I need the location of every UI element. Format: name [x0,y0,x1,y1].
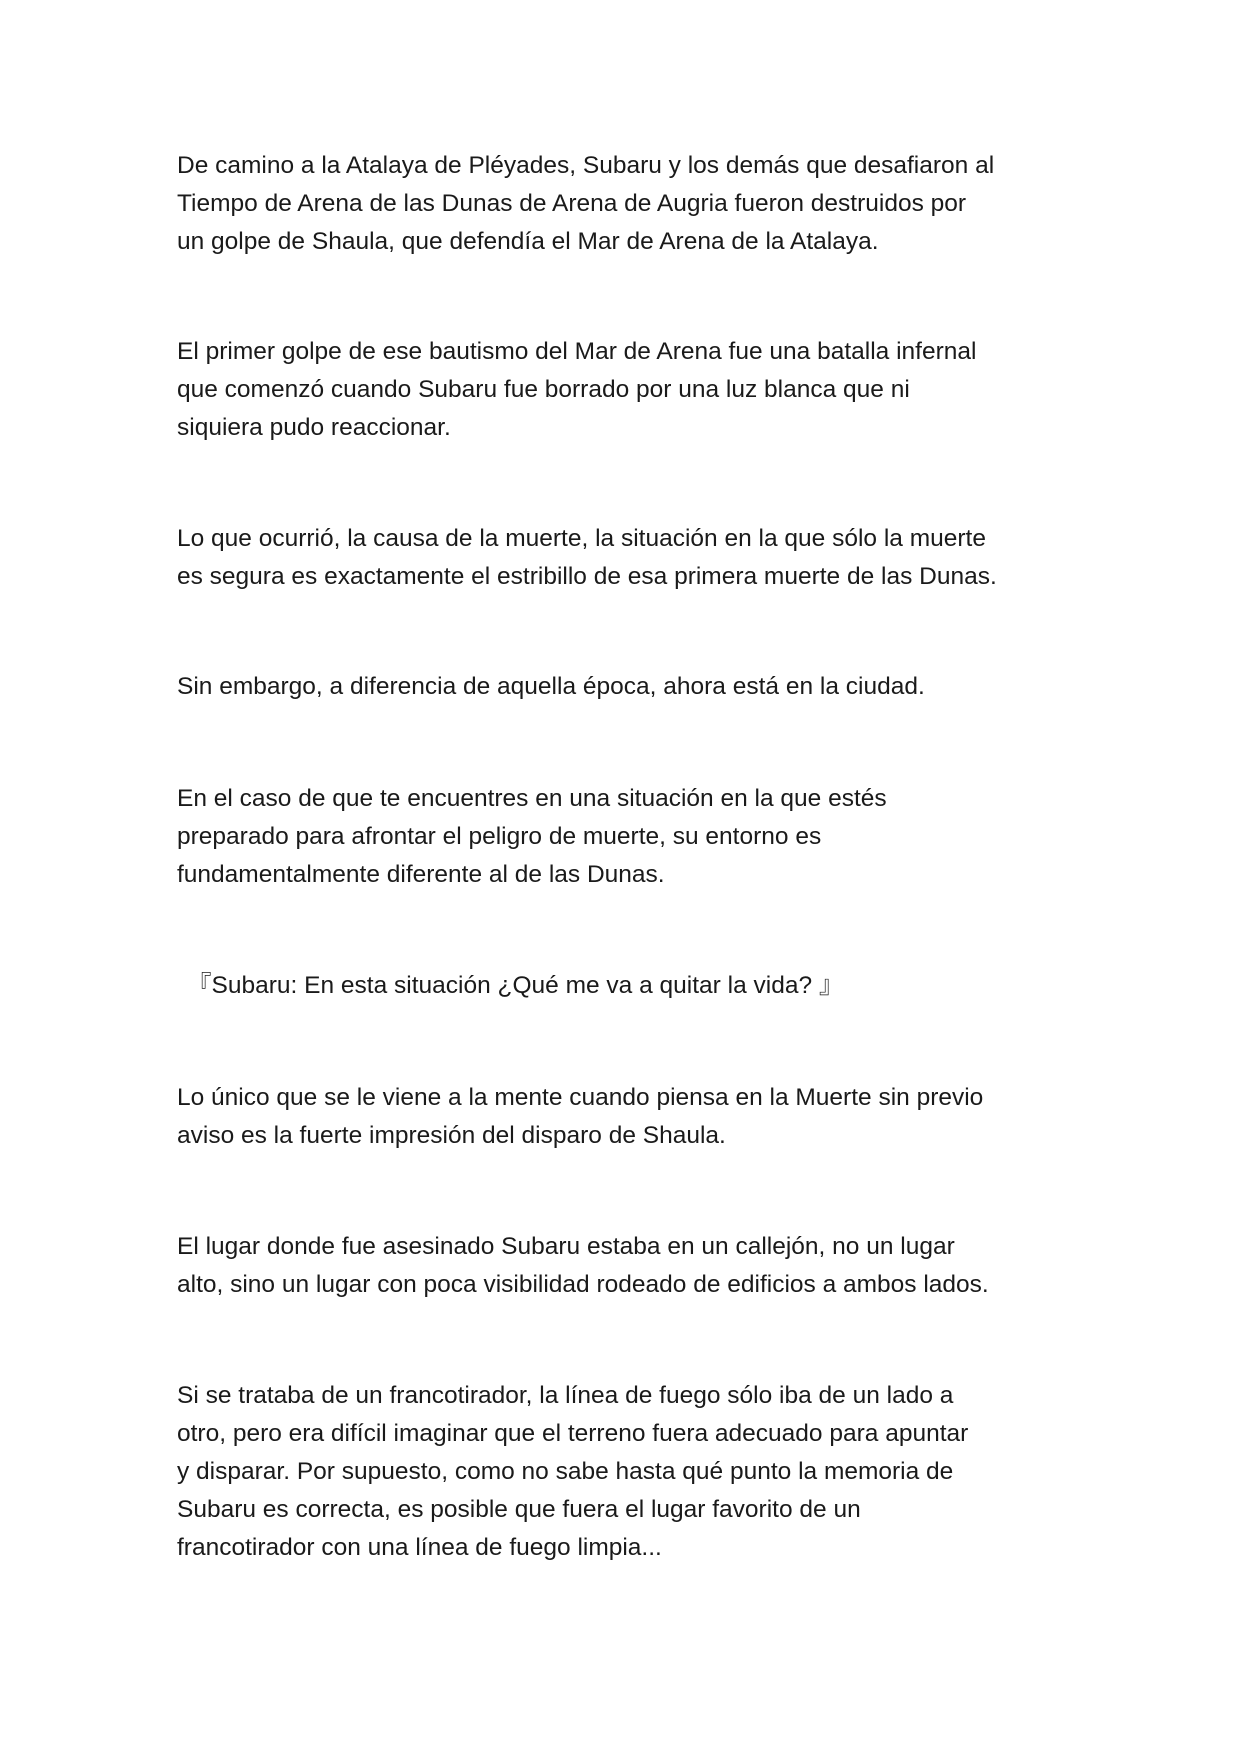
paragraph-1: De camino a la Atalaya de Pléyades, Subaru y los demás que desafiaron al Tiempo de Arena de las Dunas de Arena de Augria fueron destruidos por un golpe de Shaula, que defendía el Mar de Arena de la Atalaya. [177,152,995,255]
paragraph-4: Sin embargo, a diferencia de aquella época, ahora está en la ciudad. [177,673,925,700]
paragraph-2: El primer golpe de ese bautismo del Mar de Arena fue una batalla infernal que comenzó cuando Subaru fue borrado por una luz blanca que ni siquiera pudo reaccionar. [177,338,977,441]
paragraph-6: Lo único que se le viene a la mente cuando piensa en la Muerte sin previo aviso es la fuerte impresión del disparo de Shaula. [177,1084,984,1149]
paragraph-7: El lugar donde fue asesinado Subaru estaba en un callejón, no un lugar alto, sino un lugar con poca visibilidad rodeado de edificios a ambos lados. [177,1233,989,1298]
dialogue-line: 『Subaru: En esta situación ¿Qué me va a quitar la vida? 』 [187,972,844,999]
paragraph-8: Si se trataba de un francotirador, la línea de fuego sólo iba de un lado a otro, pero era difícil imaginar que el terreno fuera adecuado para apuntar y disparar. Por supuesto, como no sabe hasta qué punto la memoria de Subaru es correcta, es posible que fuera el lugar favorito de un francotirador con una línea de fuego limpia... [177,1382,969,1561]
paragraph-3: Lo que ocurrió, la causa de la muerte, la situación en la que sólo la muerte es segura es exactamente el estribillo de esa primera muerte de las Dunas. [177,525,997,590]
paragraph-5: En el caso de que te encuentres en una situación en la que estés preparado para afrontar el peligro de muerte, su entorno es fundamentalmente diferente al de las Dunas. [177,785,887,888]
